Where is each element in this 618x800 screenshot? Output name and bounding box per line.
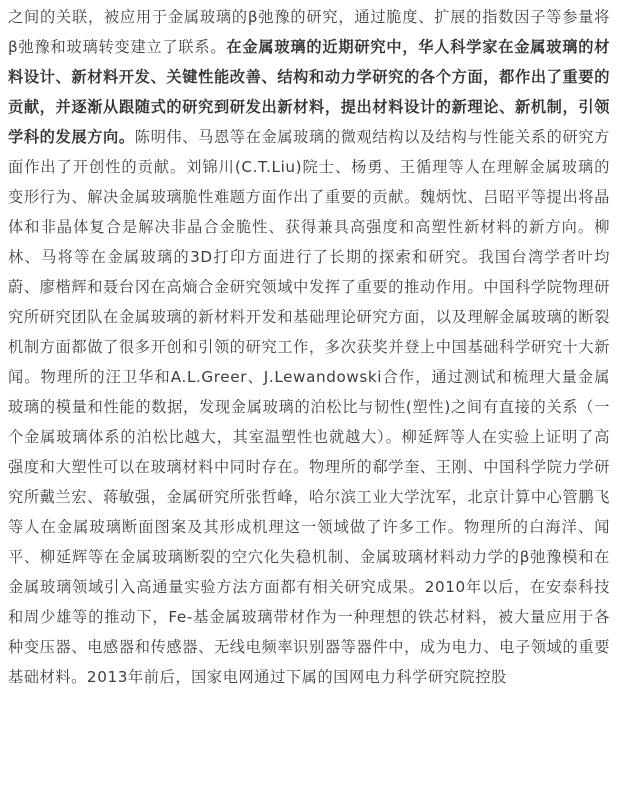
- article-paragraph: [8, 2, 610, 692]
- text-segment-body: 陈明伟、马恩等在金属玻璃的微观结构以及结构与性能关系的研究方面作出了开创性的贡献。刘锦川(C.T.Liu)院士、杨勇、王循理等人在理解金属玻璃的变形行为、解决金属玻璃脆性难题方面作出了重要的贡献。魏炳忱、吕昭平等提出将晶体和非晶体复合是解决非晶合金脆性、获得兼具高强度和高塑性新材料的新方向。柳林、马将等在金属玻璃的3D打印方面进行了长期的探索和研究。我国台湾学者叶均蔚、廖楷辉和聂台冈在高熵合金研究领域中发挥了重要的推动作用。中国科学院物理研究所研究团队在金属玻璃的新材料开发和基础理论研究方面，以及理解金属玻璃的断裂机制方面都做了很多开创和引领的研究工作，多次获奖并登上中国基础科学研究十大新闻。物理所的汪卫华和A.L.Greer、J.Lewandowski合作，通过测试和梳理大量金属玻璃的模量和性能的数据，发现金属玻璃的泊松比与韧性(塑性)之间有直接的关系（一个金属玻璃体系的泊松比越大，其室温塑性也就越大）。柳延辉等人在实验上证明了高强度和大塑性可以在玻璃材料中同时存在。物理所的郗学奎、王刚、中国科学院力学研究所戴兰宏、蒋敏强，金属研究所张哲峰，哈尔滨工业大学沈军，北京计算中心管鹏飞等人在金属玻璃断面图案及其形成机理这一领域做了许多工作。物理所的白海洋、闻平、柳延辉等在金属玻璃断裂的空穴化失稳机制、金属玻璃材料动力学的β弛豫模和在金属玻璃领域引入高通量实验方法方面都有相关研究成果。2010年以后，在安泰科技和周少雄等的推动下，Fe-基金属玻璃带材作为一种理想的铁芯材料，被大量应用于各种变压器、电感器和传感器、无线电频率识别器等器件中，成为电力、电子领域的重要基础材料。2013年前后，国家电网通过下属的国网电力科学研究院控股: [8, 128, 611, 686]
- text-segment-emphasis: 在金属玻璃的近期研究中，华人科学家在金属玻璃的材料设计、新材料开发、关键性能改善、结构和动力学研究的各个方面，都作出了重要的贡献，并逐渐从跟随式的研究到研发出新材料，提出材料设计的新理论、新机制，引领学科的发展方向。: [8, 38, 611, 146]
- text-segment-intro: 之间的关联，被应用于金属玻璃的β弛豫的研究，通过脆度、扩展的指数因子等参量将β弛豫和玻璃转变建立了联系。: [8, 8, 610, 56]
